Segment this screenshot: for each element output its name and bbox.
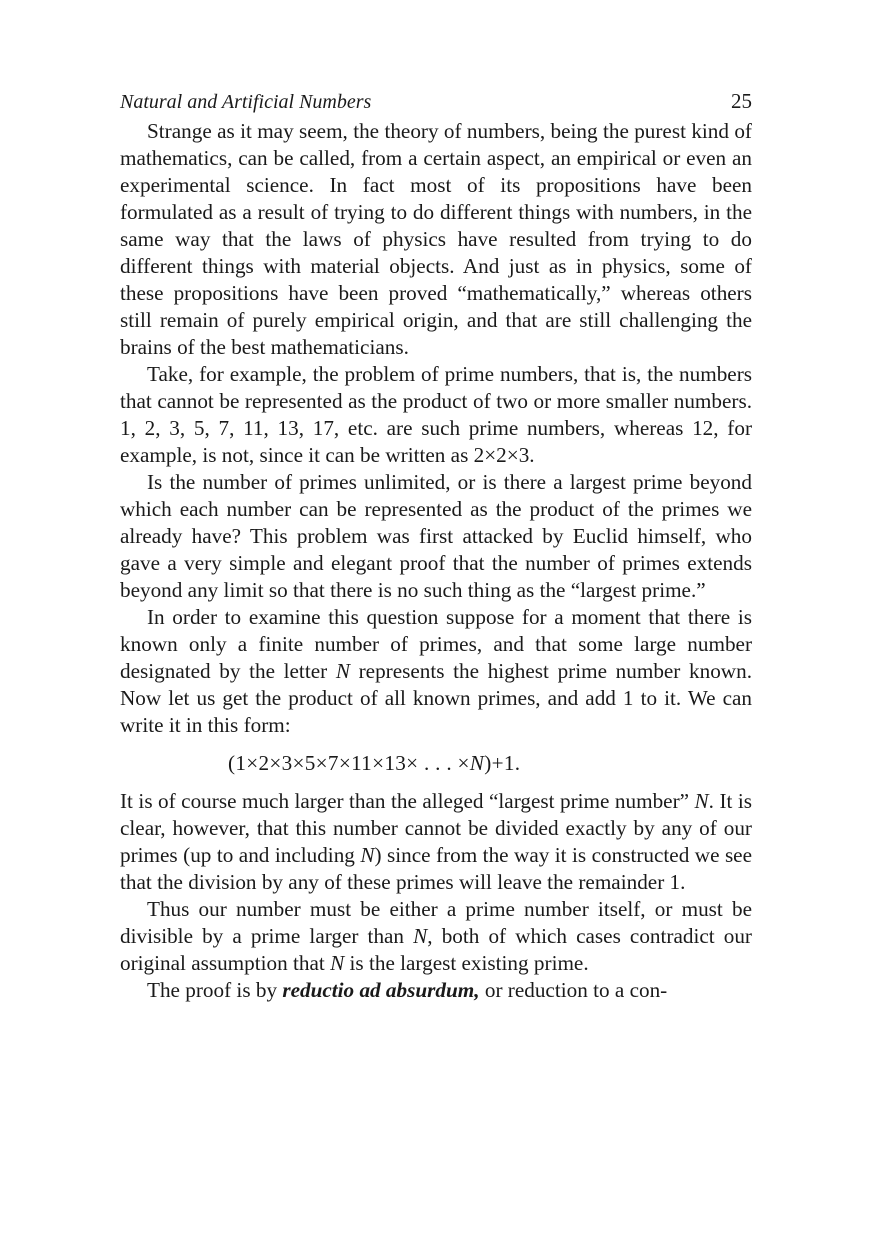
variable-n: N <box>694 789 709 813</box>
text-segment: represents the highest prime number known. Now let us get the product of all known primes, and add 1 to it. We can write it in this form: <box>120 659 752 737</box>
variable-n: N <box>335 659 350 683</box>
running-title: Natural and Artificial Numbers <box>120 91 372 113</box>
paragraph-euclid: Is the number of primes unlimited, or is there a largest prime beyond which each number can be represented as the product of the primes we already have? This problem was first attacked by Euclid himself, who gave a very simple and elegant proof that the number of primes extends beyond any limit so that there is no such thing as the “largest prime.” <box>120 470 752 602</box>
variable-n: N <box>413 924 428 948</box>
running-header <box>120 88 752 118</box>
text-segment: . It is clear, however, that this number cannot be divided exactly by any of our primes (up to and including <box>120 789 752 867</box>
text-segment: The proof is by <box>147 978 283 1002</box>
text-segment: , both of which cases contradict our original assumption that <box>120 924 752 975</box>
equation-left: (1×2×3×5×7×11×13× . . . × <box>228 751 470 775</box>
text-segment: ) since from the way it is constructed we see that the division by any of these primes will leave the remainder 1. <box>120 843 752 894</box>
book-page <box>120 88 752 1004</box>
paragraph-reductio <box>120 977 752 1004</box>
text-segment: In order to examine this question suppose for a moment that there is known only a finite number of primes, and that some large number designated by the letter <box>120 605 752 683</box>
emphasis-reductio: reductio ad absurdum, <box>282 978 480 1002</box>
equation <box>120 739 752 788</box>
variable-n: N <box>330 951 345 975</box>
paragraph-prime-numbers: Take, for example, the problem of prime numbers, that is, the numbers that cannot be represented as the product of two or more smaller numbers. 1, 2, 3, 5, 7, 11, 13, 17, etc. are such prime numbers, whereas 12, for example, is not, since it can be written as 2×2×3. <box>120 362 752 467</box>
text-segment: Thus our number must be either a prime number itself, or must be divisible by a prime larger than <box>120 897 752 948</box>
text-segment: or reduction to a con- <box>479 978 668 1002</box>
equation-right: )+1. <box>484 751 521 775</box>
page-number: 25 <box>731 89 752 113</box>
paragraph-empirical-science: Strange as it may seem, the theory of numbers, being the purest kind of mathematics, can be called, from a certain aspect, an empirical or even an experimental science. In fact most of its propositions have been formulated as a result of trying to do different things with numbers, in the same way that the laws of physics have resulted from trying to do different things with material objects. And just as in physics, some of these propositions have been proved “mathematically,” whereas others still remain of purely empirical origin, and that are still challenging the brains of the best mathematicians. <box>120 119 752 359</box>
variable-n: N <box>469 751 485 775</box>
variable-n: N <box>360 843 375 867</box>
text-segment: It is of course much larger than the alleged “largest prime number” <box>120 789 695 813</box>
paragraph-remainder <box>120 788 752 896</box>
paragraph-finite-primes <box>120 604 752 739</box>
text-segment: is the largest existing prime. <box>344 951 589 975</box>
paragraph-contradiction <box>120 896 752 977</box>
